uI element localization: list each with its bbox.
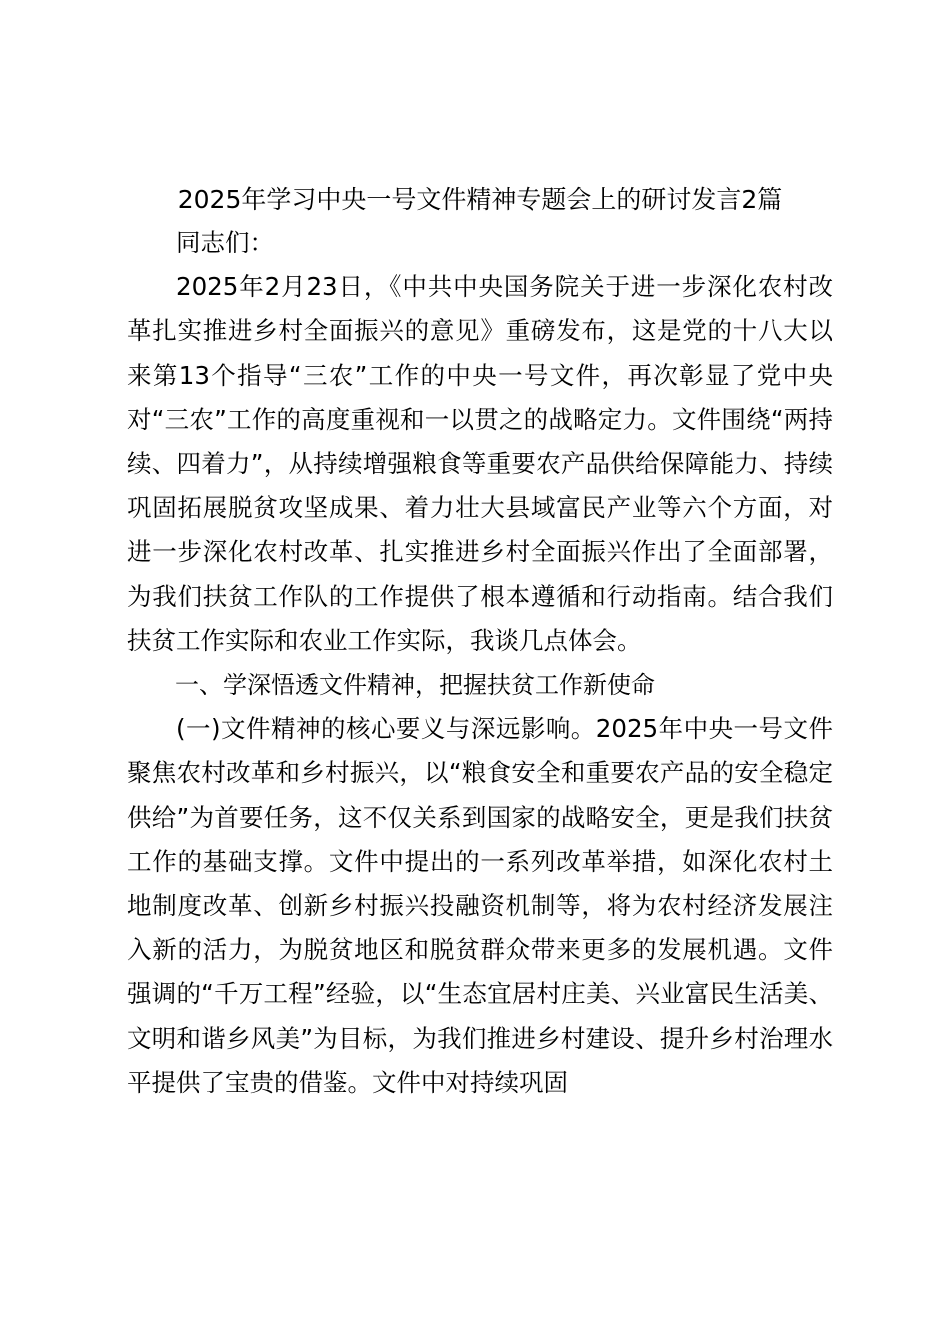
section-heading: 一、学深悟透文件精神，把握扶贫工作新使命: [175, 671, 655, 700]
document-title: 2025年学习中央一号文件精神专题会上的研讨发言2篇: [177, 185, 783, 214]
body-paragraph: 2025年2月23日，《中共中央国务院关于进一步深化农村改革扎实推进乡村全面振兴的意见》重磅发布，这是党的十八大以来第13个指导“三农”工作的中央一号文件，再次彰显了党中央对“三农”工作的高度重视和一以贯之的战略定力。文件围绕“两持续、四着力”，从持续增强粮食等重要农产品供给保障能力、持续巩固拓展脱贫攻坚成果、着力壮大县域富民产业等六个方面，对进一步深化农村改革、扎实推进乡村全面振兴作出了全面部署，为我们扶贫工作队的工作提供了根本遵循和行动指南。结合我们扶贫工作实际和农业工作实际，我谈几点体会。: [127, 272, 833, 655]
document-body: [127, 221, 833, 1105]
salutation: 同志们：: [176, 228, 274, 257]
section-paragraph: (一)文件精神的核心要义与深远影响。2025年中央一号文件聚焦农村改革和乡村振兴，以“粮食安全和重要农产品的安全稳定供给”为首要任务，这不仅关系到国家的战略安全，更是我们扶贫工作的基础支撑。文件中提出的一系列改革举措，如深化农村土地制度改革、创新乡村振兴投融资机制等，将为农村经济发展注入新的活力，为脱贫地区和脱贫群众带来更多的发展机遇。文件强调的“千万工程”经验，以“生态宜居村庄美、兴业富民生活美、文明和谐乡风美”为目标，为我们推进乡村建设、提升乡村治理水平提供了宝贵的借鉴。文件中对持续巩固: [127, 714, 833, 1097]
